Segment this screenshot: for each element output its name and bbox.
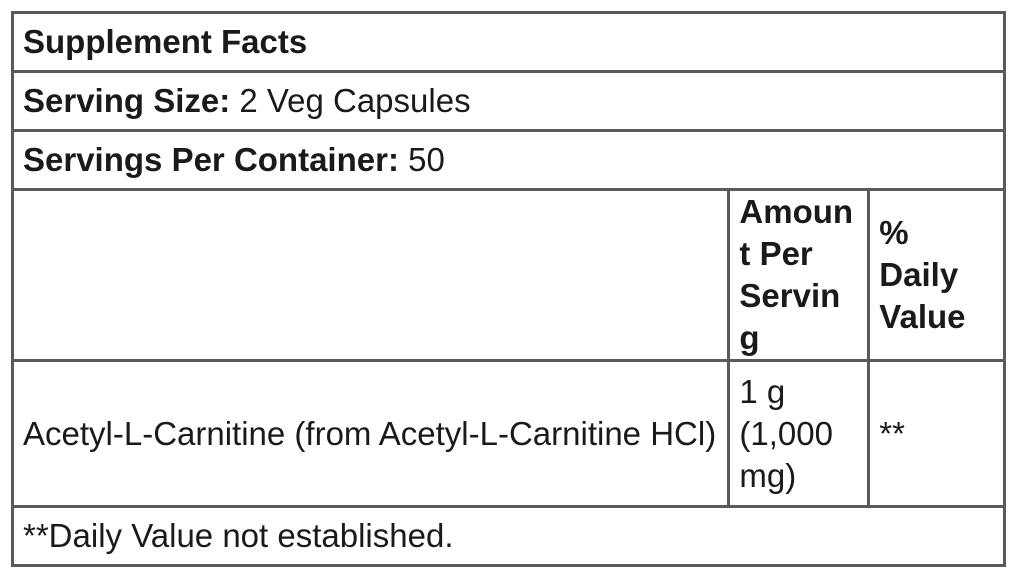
serving-size-row — [13, 72, 1005, 131]
servings-per-container-row — [13, 131, 1005, 190]
facts-title: Supplement Facts — [13, 13, 1005, 72]
servings-per-container-cell — [13, 131, 1005, 190]
ingredient-name: Acetyl-L-Carnitine (from Acetyl-L-Carnitine HCl) — [13, 361, 729, 507]
footnote-row — [13, 507, 1005, 566]
serving-size-label: Serving Size: — [23, 82, 231, 119]
servings-per-container-label: Servings Per Container: — [23, 141, 399, 178]
ingredient-row — [13, 361, 1005, 507]
amount-per-serving-header: Amount Per Serving — [729, 190, 869, 361]
blank-header-cell — [13, 190, 729, 361]
serving-size-cell — [13, 72, 1005, 131]
footnote: **Daily Value not established. — [13, 507, 1005, 566]
servings-per-container-value: 50 — [408, 141, 445, 178]
ingredient-amount: 1 g (1,000 mg) — [729, 361, 869, 507]
supplement-facts-table — [11, 11, 1006, 567]
column-header-row — [13, 190, 1005, 361]
serving-size-value: 2 Veg Capsules — [239, 82, 471, 119]
title-row — [13, 13, 1005, 72]
daily-value-header: % Daily Value — [869, 190, 1005, 361]
ingredient-daily-value: ** — [869, 361, 1005, 507]
